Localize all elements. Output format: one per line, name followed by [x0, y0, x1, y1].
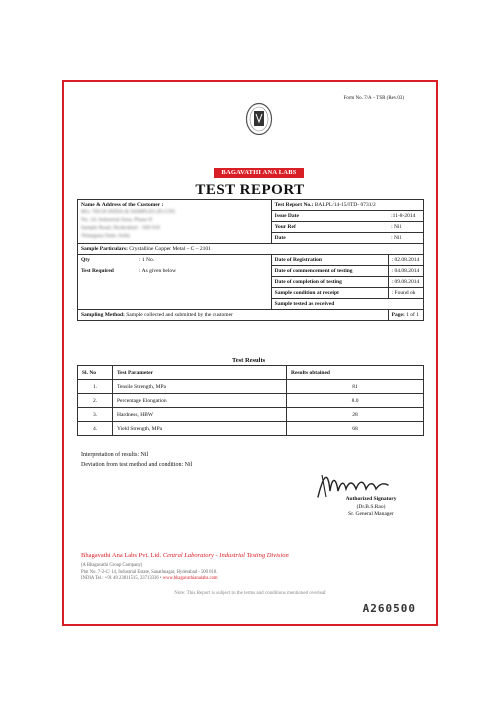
- footer-address: [81, 563, 218, 583]
- page-label: Page:: [391, 312, 405, 318]
- interpretation-text: Interpretation of results: Nil: [81, 452, 149, 458]
- issue-date-value: :11-8-2014: [388, 211, 423, 222]
- sampling-method-label: Sampling Method:: [81, 312, 125, 318]
- footer-company: [81, 552, 289, 559]
- commencement-value: : 04.08.2014: [388, 266, 423, 277]
- report-no-label: Test Report No.:: [274, 202, 314, 208]
- date-label: Date: [274, 235, 286, 241]
- table-row: [78, 380, 424, 394]
- signatory-name: (Dr.B.S.Rao): [356, 503, 386, 510]
- customer-address-line: Sample Road, Hyderabad - 500 018: [81, 225, 160, 231]
- table-row: [78, 408, 424, 422]
- registration-value: : 02.08.2014: [388, 255, 423, 266]
- signatory-block: [326, 496, 416, 519]
- sample-tested-label: Sample tested as received: [274, 301, 335, 307]
- sl-no-cell: 4.: [78, 422, 113, 436]
- table-row: [78, 394, 424, 408]
- registration-label: Date of Registration: [274, 257, 322, 263]
- qty-value: : 1 No.: [136, 255, 271, 266]
- column-header: Results obtained: [287, 366, 424, 380]
- parameter-cell: Tensile Strength, MPa: [113, 380, 287, 394]
- signatory-title: Authorized Signatory: [345, 496, 397, 502]
- result-cell: 8.0: [287, 394, 424, 408]
- result-cell: 28: [287, 408, 424, 422]
- column-header: Sl. No: [78, 366, 113, 380]
- certification-seal-icon: [245, 102, 273, 136]
- qty-label: Qty: [81, 257, 90, 263]
- issue-date-label: Issue Date: [274, 213, 299, 219]
- division-name: Central Laboratory - Industrial Testing Division: [162, 552, 289, 559]
- your-ref-value: : Nil: [388, 222, 423, 233]
- report-title: TEST REPORT: [195, 182, 305, 198]
- sl-no-cell: 1.: [78, 380, 113, 394]
- form-number: Form No. 7/A – TSR (Rev.03): [343, 96, 404, 101]
- report-info-table: [77, 199, 424, 321]
- test-report-page: [62, 80, 438, 626]
- sl-no-cell: 3.: [78, 408, 113, 422]
- your-ref-label: Your Ref: [274, 224, 296, 230]
- address-line: Plot No. 7-2-C/ 14, Industrial Estate, Sanathnagar, Hyderabad - 500 018.: [81, 569, 218, 575]
- address-line: (A Bhagavathi Group Company): [81, 563, 143, 568]
- parameter-cell: Percentage Elongation: [113, 394, 287, 408]
- customer-address-line: M/s. TECH INDIA & SAMPLES (P) LTD.: [81, 209, 177, 215]
- table-row: [78, 422, 424, 436]
- page-value: 1 of 1: [406, 312, 419, 318]
- sample-condition-label: Sample condition at receipt: [274, 290, 339, 296]
- date-value: : Nil: [388, 233, 423, 244]
- signatory-role: Sr. General Manager: [348, 511, 394, 517]
- customer-address-line: Telangana State, India: [81, 233, 130, 239]
- lab-name-banner: BAGAVATHI ANA LABS: [214, 168, 304, 178]
- result-cell: 68: [287, 422, 424, 436]
- column-header: Test Parameter: [113, 366, 287, 380]
- website-link[interactable]: www.bhagavathianalabs.com: [162, 576, 218, 581]
- report-no-value: BALPL/14-15/ITD- 0731/2: [314, 202, 376, 208]
- footer-note: Note: This Report is subject to the terms and conditions mentioned overleaf: [174, 591, 326, 596]
- sample-particulars-value: Crystalline Copper Metal – C – 2101: [129, 246, 211, 252]
- interpretation-block: [81, 450, 192, 470]
- parameter-cell: Yield Strength, MPa: [113, 422, 287, 436]
- result-cell: 81: [287, 380, 424, 394]
- test-results-table: [77, 365, 424, 436]
- serial-number: A260500: [362, 602, 416, 615]
- customer-address-line: No. 24, Industrial Area, Phase II: [81, 217, 153, 223]
- test-required-label: Test Required: [81, 267, 114, 274]
- sampling-method-value: Sample collected and submitted by the customer: [126, 312, 233, 318]
- test-required-value: : As given below: [136, 266, 271, 310]
- table-header-row: [78, 366, 424, 380]
- test-results-title: Test Results: [232, 357, 266, 364]
- commencement-label: Date of commencement of testing: [274, 268, 353, 274]
- address-line: INDIA Tel.: +91 40 23811515, 23713336 •: [81, 576, 162, 581]
- completion-value: : 09.08.2014: [388, 277, 423, 288]
- customer-address: [81, 208, 268, 240]
- deviation-text: Deviation from test method and condition: Nil: [81, 462, 193, 468]
- sl-no-cell: 2.: [78, 394, 113, 408]
- parameter-cell: Hardness, HBW: [113, 408, 287, 422]
- customer-heading: Name & Address of the Customer :: [81, 202, 164, 208]
- completion-label: Date of completion of testing: [274, 279, 342, 285]
- sample-condition-value: : Found ok: [388, 288, 423, 299]
- sample-particulars-label: Sample Particulars:: [81, 246, 128, 252]
- company-name: Bhagavathi Ana Labs Pvt. Ltd.: [81, 552, 162, 559]
